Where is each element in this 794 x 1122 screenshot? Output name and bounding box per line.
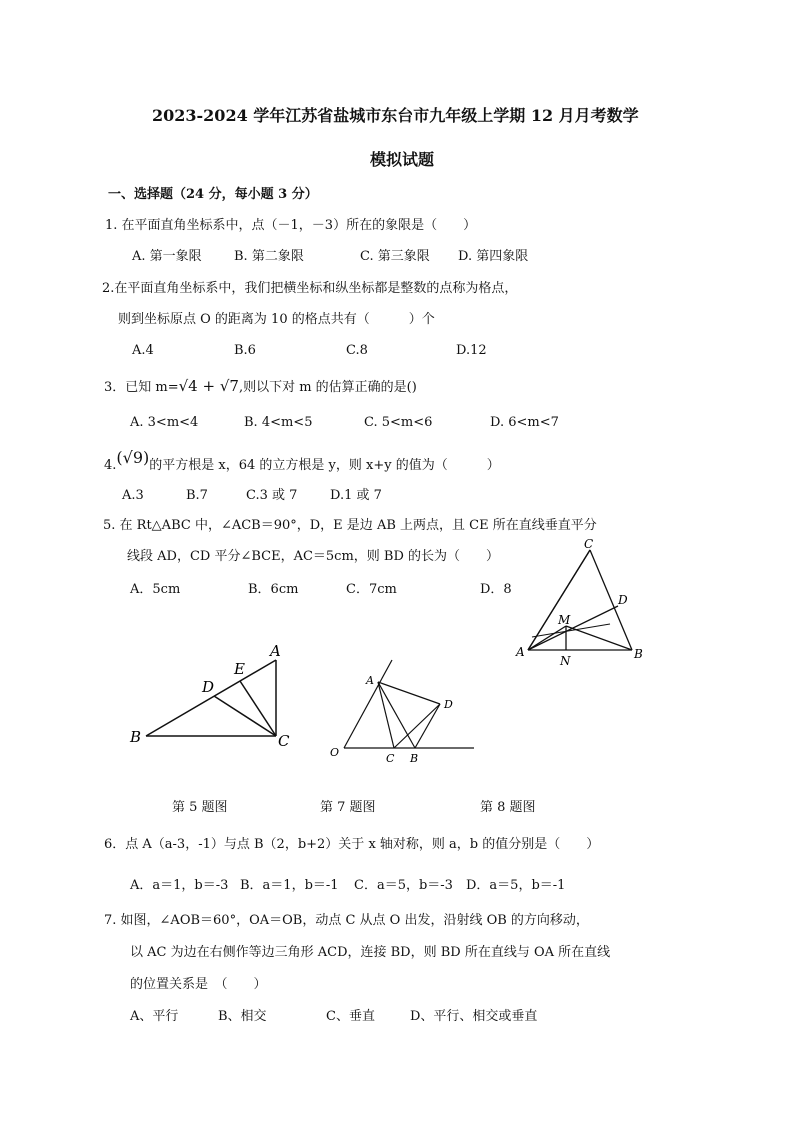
figure-8-label-b: B (634, 647, 643, 661)
question-7-stem-line1: 7. 如图，∠AOB＝60°，OA＝OB，动点 C 从点 O 出发，沿射线 OB 的方向移动， (104, 913, 589, 928)
question-5-option-b: B．6cm (248, 582, 299, 597)
figure-5-diagram (128, 640, 298, 750)
page-title-line2: 模拟试题 (370, 150, 435, 169)
figure-7-diagram (322, 652, 482, 772)
question-4-stem (104, 448, 500, 474)
question-5-option-a: A．5cm (130, 582, 181, 597)
question-7-option-d: D、平行、相交或垂直 (410, 1009, 538, 1024)
figure-8-label-d: D (618, 593, 628, 607)
question-3-option-d: D. 6<m<7 (490, 415, 559, 430)
question-3-option-c: C. 5<m<6 (364, 415, 433, 430)
figure-5-label-c: C (278, 732, 290, 750)
question-2-stem-line1: 2.在平面直角坐标系中，我们把横坐标和纵坐标都是整数的点称为格点， (102, 281, 518, 296)
figure-7-label-o: O (330, 746, 340, 759)
question-4-option-d: D.1 或 7 (330, 488, 382, 503)
question-6-option-c: C．a＝5，b＝-3 (354, 878, 453, 893)
question-1-option-c: C. 第三象限 (360, 249, 430, 264)
question-5-stem-line2: 线段 AD，CD 平分∠BCE，AC＝5cm，则 BD 的长为（ ） (127, 549, 500, 564)
question-5-option-c: C．7cm (346, 582, 397, 597)
question-2-option-d: D.12 (456, 343, 487, 358)
question-2-option-a: A.4 (132, 343, 154, 358)
question-4-stem-text: 的平方根是 x，64 的立方根是 y，则 x+y 的值为（ ） (149, 458, 500, 473)
figure-7-label-a: A (366, 674, 374, 687)
question-1-stem: 1. 在平面直角坐标系中，点（－1，－3）所在的象限是（ ） (105, 218, 477, 233)
question-6-option-b: B．a＝1，b＝-1 (240, 878, 339, 893)
question-3-stem (104, 378, 417, 396)
page-title-line1: 2023-2024 学年江苏省盐城市东台市九年级上学期 12 月月考数学 (152, 106, 639, 125)
figure-8-label-n: N (560, 654, 571, 668)
question-3-option-b: B. 4<m<5 (244, 415, 313, 430)
question-7-stem-line3: 的位置关系是 （ ） (130, 977, 267, 992)
question-4-option-c: C.3 或 7 (246, 488, 298, 503)
figure-5-label-a: A (270, 642, 281, 660)
question-5-stem-line1: 5. 在 Rt△ABC 中，∠ACB＝90°，D，E 是边 AB 上两点，且 CE 所在直线垂直平分 (103, 518, 597, 533)
figure-8-caption: 第 8 题图 (480, 800, 536, 815)
question-3-radical-expression: √4 + √7 (178, 377, 239, 395)
figure-5-label-b: B (130, 728, 142, 746)
question-7-option-b: B、相交 (218, 1009, 267, 1024)
figure-7-label-d: D (444, 698, 453, 711)
question-2-option-b: B.6 (234, 343, 256, 358)
question-1-option-a: A. 第一象限 (132, 249, 202, 264)
figure-5-label-e: E (234, 660, 245, 678)
figure-7-caption: 第 7 题图 (320, 800, 376, 815)
question-4-prefix: 4. (104, 458, 117, 473)
figure-5-label-d: D (202, 678, 215, 696)
question-2-stem-line2: 则到坐标原点 O 的距离为 10 的格点共有（ ）个 (118, 312, 435, 327)
figure-8-label-a: A (516, 645, 525, 659)
question-3-prefix: 3．已知 m= (104, 380, 179, 395)
question-4-radical-expression: (√9) (116, 448, 150, 467)
section-heading: 一、选择题（24 分，每小题 3 分） (108, 187, 318, 202)
question-7-option-a: A、平行 (130, 1009, 179, 1024)
figure-7-label-c: C (386, 752, 395, 765)
question-5-option-d: D．8 (480, 582, 512, 597)
question-1-option-d: D. 第四象限 (458, 249, 529, 264)
question-7-stem-line2: 以 AC 为边在右侧作等边三角形 ACD，连接 BD，则 BD 所在直线与 OA 所在直线 (130, 945, 611, 960)
question-1-option-b: B. 第二象限 (234, 249, 304, 264)
question-3-suffix: ,则以下对 m 的估算正确的是() (238, 380, 417, 395)
question-3-option-a: A. 3<m<4 (130, 415, 199, 430)
figure-7-label-b: B (410, 752, 419, 765)
question-2-option-c: C.8 (346, 343, 368, 358)
question-6-option-d: D．a＝5，b＝-1 (466, 878, 566, 893)
question-4-option-b: B.7 (186, 488, 208, 503)
figure-5-caption: 第 5 题图 (172, 800, 228, 815)
question-4-option-a: A.3 (122, 488, 144, 503)
question-6-stem: 6．点 A（a-3，-1）与点 B（2，b+2）关于 x 轴对称，则 a，b 的值分别是（ ） (104, 837, 600, 852)
figure-8-label-m: M (558, 613, 571, 627)
question-6-option-a: A．a＝1，b＝-3 (130, 878, 229, 893)
figure-8-diagram (514, 538, 654, 678)
question-7-option-c: C、垂直 (326, 1009, 375, 1024)
figure-8-label-c: C (584, 538, 594, 551)
